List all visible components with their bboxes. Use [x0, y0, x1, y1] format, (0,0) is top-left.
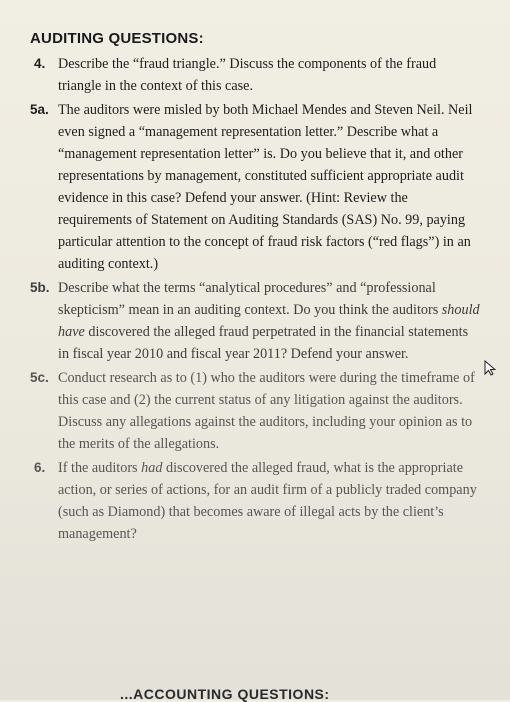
- question-5b: [30, 277, 480, 365]
- question-number: 4.: [34, 56, 46, 71]
- question-text: Conduct research as to (1) who the auditors were during the timeframe of this case and (2) the current status of any litigation against the auditors. Discuss any allegations against the auditors, including your opinion as to the merits of the allegations.: [58, 370, 475, 452]
- question-6: [30, 457, 480, 545]
- cursor-arrow-icon: [484, 360, 496, 376]
- question-text-after: discovered the alleged fraud, what is the appropriate action, or series of actions, for an audit firm of a publicly traded company (such as Diamond) that becomes aware of illegal acts by the client’s management?: [58, 460, 477, 542]
- question-4: [30, 53, 480, 97]
- question-5c: [30, 367, 480, 455]
- question-text-after: discovered the alleged fraud perpetrated in the financial statements in fiscal year 2010 and fiscal year 2011? Defend your answer.: [58, 324, 469, 362]
- question-text-emphasis: had: [141, 460, 163, 476]
- next-section-heading: ...ACCOUNTING QUESTIONS:: [120, 686, 330, 702]
- question-number: 5b.: [30, 280, 50, 295]
- question-text: The auditors were misled by both Michael Mendes and Steven Neil. Neil even signed a “management representation letter.” Describe what a “management representation letter” is. Do you believe that it, and other representations by management, constituted sufficient appropriate audit evidence in this case? Defend your answer. (Hint: Review the requirements of Statement on Auditing Standards (SAS) No. 99, paying particular attention to the concept of fraud risk factors (“red flags”) in an auditing context.): [58, 102, 473, 272]
- question-text-emphasis: should have: [58, 302, 480, 340]
- question-number: 6.: [34, 460, 46, 475]
- question-number: 5a.: [30, 102, 49, 117]
- section-heading: AUDITING QUESTIONS:: [30, 30, 204, 47]
- question-5a: [30, 99, 480, 275]
- question-text: Describe the “fraud triangle.” Discuss the components of the fraud triangle in the context of this case.: [58, 56, 437, 94]
- question-number: 5c.: [30, 370, 49, 385]
- question-text-before: Describe what the terms “analytical procedures” and “professional skepticism” mean in an auditing context. Do you think the auditors: [58, 280, 442, 318]
- question-text-before: If the auditors: [58, 460, 142, 476]
